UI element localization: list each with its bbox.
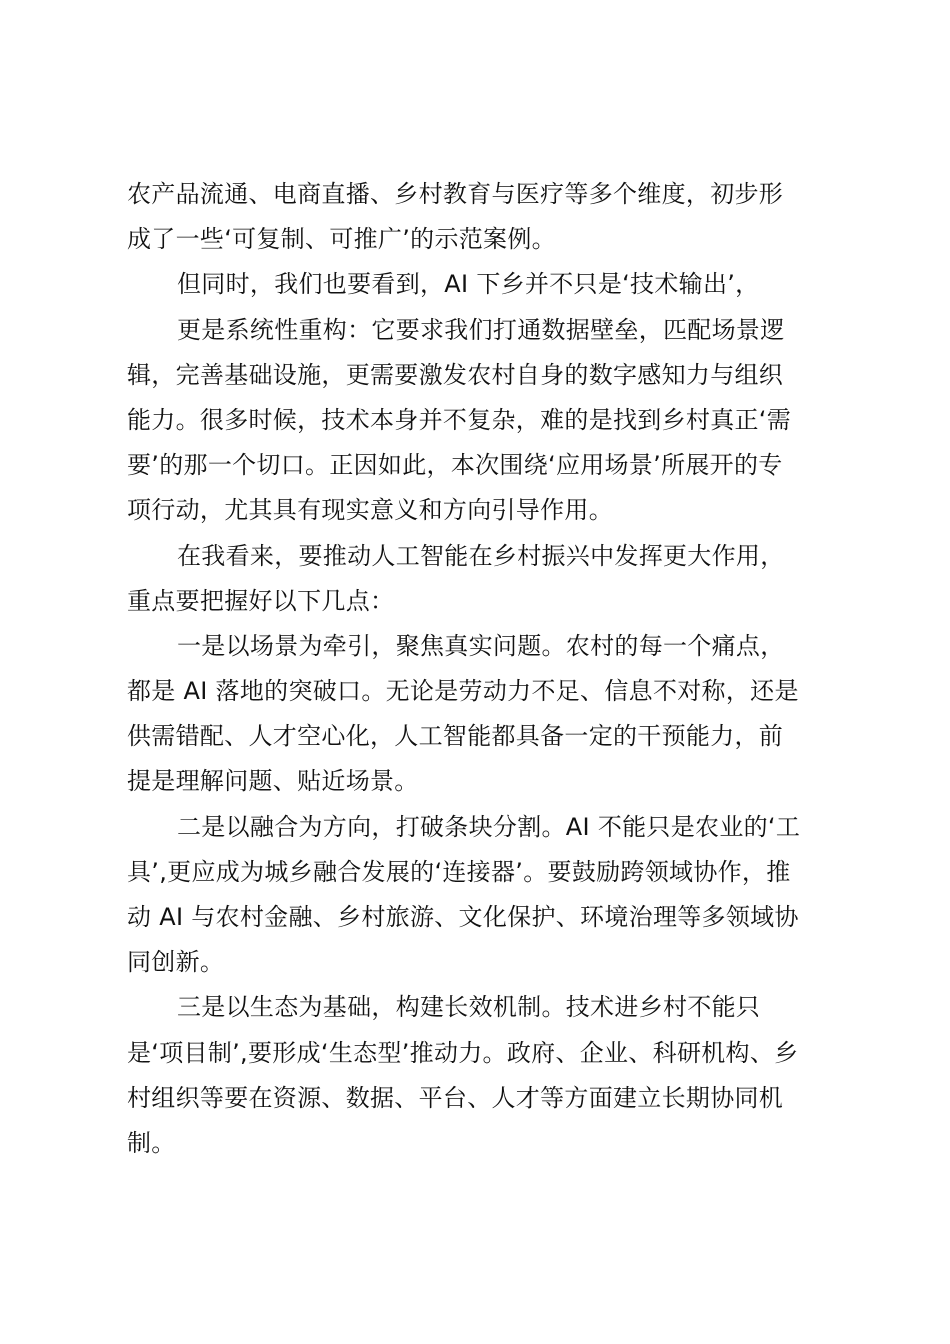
text-line: 更是系统性重构：它要求我们打通数据壁垒，匹配场景逻	[177, 315, 785, 344]
text-line: 成了一些‘可复制、可推广’的示范案例。	[127, 225, 556, 254]
text-line: 村组织等要在资源、数据、平台、人才等方面建立长期协同机	[127, 1083, 784, 1112]
text-line: 但同时，我们也要看到，AI 下乡并不只是‘技术输出’，	[177, 270, 760, 299]
text-line: 同创新。	[127, 948, 225, 977]
text-line: 重点要把握好以下几点：	[127, 586, 395, 615]
text-line: 要’的那一个切口。正因如此，本次围绕‘应用场景’所展开的专	[127, 451, 783, 480]
text-line: 农产品流通、电商直播、乡村教育与医疗等多个维度，初步形	[127, 180, 784, 208]
text-line: 三是以生态为基础，构建长效机制。技术进乡村不能只	[177, 993, 761, 1022]
text-line: 能力。很多时候，技术本身并不复杂，难的是找到乡村真正‘需	[127, 405, 792, 434]
body-text	[127, 172, 827, 1166]
text-line: 供需错配、人才空心化，人工智能都具备一定的干预能力，前	[127, 722, 784, 751]
text-line: 二是以融合为方向，打破条块分割。AI 不能只是农业的‘工	[177, 812, 801, 841]
text-line: 是‘项目制’,要形成‘生态型’推动力。政府、企业、科研机构、乡	[127, 1038, 799, 1067]
text-line: 项行动，尤其具有现实意义和方向引导作用。	[127, 496, 613, 525]
text-line: 动 AI 与农村金融、乡村旅游、文化保护、环境治理等多领域协	[127, 903, 799, 931]
text-line: 具’,更应成为城乡融合发展的‘连接器’。要鼓励跨领域协作，推	[127, 857, 791, 886]
text-line: 辑，完善基础设施，更需要激发农村自身的数字感知力与组织	[127, 360, 784, 389]
text-line: 在我看来，要推动人工智能在乡村振兴中发挥更大作用，	[177, 541, 785, 570]
text-line: 提是理解问题、贴近场景。	[127, 767, 419, 796]
text-line: 都是 AI 落地的突破口。无论是劳动力不足、信息不对称，还是	[127, 677, 799, 706]
text-line: 制。	[127, 1128, 176, 1157]
text-line: 一是以场景为牵引，聚焦真实问题。农村的每一个痛点，	[177, 631, 785, 660]
